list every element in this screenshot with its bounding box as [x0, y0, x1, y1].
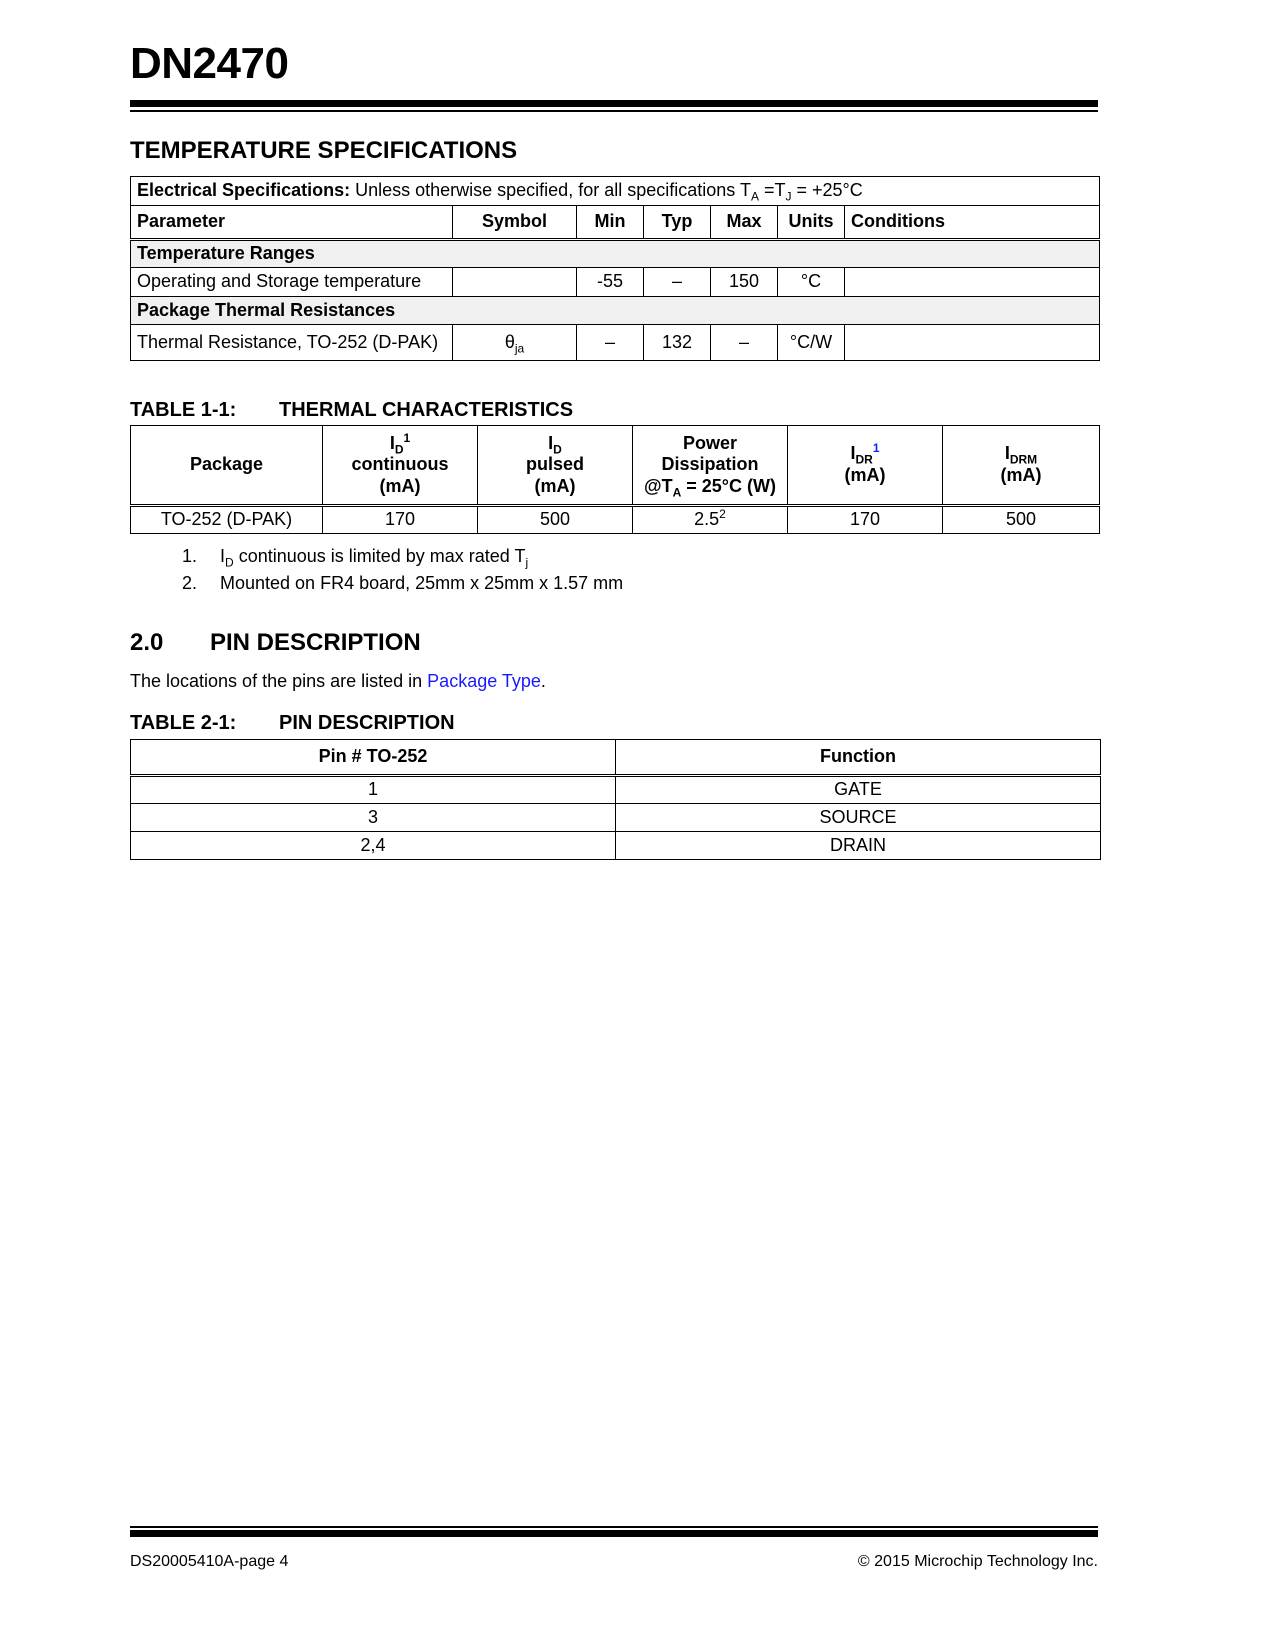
h-id-pulsed-l3: (mA) [534, 475, 576, 496]
thermal-id-cont: 170 [323, 506, 478, 534]
pin-section-title [130, 631, 421, 655]
thermal-footnotes [182, 543, 623, 597]
thermal-power-sup: 2 [719, 507, 726, 522]
pin-number: 1 [131, 776, 616, 804]
header-rule-thick [130, 100, 1098, 107]
thermal-power [633, 506, 788, 534]
header-function: Function [616, 740, 1101, 776]
h-idr-i: I [850, 443, 856, 464]
pin-caption-title: PIN DESCRIPTION [279, 712, 455, 734]
footnote-2-text: Mounted on FR4 board, 25mm x 25mm x 1.57 mm [220, 573, 624, 593]
header-idrm [943, 426, 1100, 506]
pin-number: 3 [131, 804, 616, 832]
elec-spec-row [131, 177, 1100, 206]
row1-conditions [845, 268, 1100, 297]
thermal-power-value: 2.5 [694, 509, 720, 530]
group-package-thermal-resistances: Package Thermal Resistances [131, 297, 1100, 325]
row1-max: 150 [711, 268, 778, 297]
thermal-caption-title: THERMAL CHARACTERISTICS [279, 399, 574, 421]
elec-spec-sub-j: J [785, 189, 792, 204]
group-row-package-thermal [131, 297, 1100, 325]
header-units: Units [778, 206, 845, 240]
table-row [131, 804, 1101, 832]
footnote-1 [182, 543, 623, 570]
header-idr [788, 426, 943, 506]
header-id-continuous [323, 426, 478, 506]
h-idrm-sub: DRM [1009, 453, 1038, 467]
row2-min: – [577, 325, 644, 361]
row2-max: – [711, 325, 778, 361]
h-id-cont-i: I [389, 432, 395, 453]
h-id-cont-sub: D [394, 442, 404, 457]
thermal-characteristics-table [130, 425, 1100, 534]
thermal-caption-number: TABLE 1-1: [130, 399, 237, 421]
header-max: Max [711, 206, 778, 240]
h-power-l2: Dissipation [661, 454, 759, 475]
footer-rule-thick [130, 1530, 1098, 1537]
h-power-l1: Power [682, 432, 738, 453]
row2-symbol-main: θ [504, 331, 515, 352]
h-idrm-i: I [1004, 443, 1010, 464]
row1-typ: – [644, 268, 711, 297]
temp-header-row [131, 206, 1100, 240]
h-power-l3-sub: A [672, 485, 682, 500]
pin-number: 2,4 [131, 832, 616, 860]
header-power-dissipation [633, 426, 788, 506]
pin-caption-number: TABLE 2-1: [130, 712, 237, 734]
h-id-pulsed-l2: pulsed [525, 454, 584, 475]
row2-typ: 132 [644, 325, 711, 361]
header-typ: Typ [644, 206, 711, 240]
pin-function: GATE [616, 776, 1101, 804]
table-row [131, 506, 1100, 534]
pin-description-table [130, 739, 1101, 860]
row2-conditions [845, 325, 1100, 361]
pin-section-number: 2.0 [130, 629, 164, 656]
thermal-caption [130, 400, 573, 420]
package-type-link[interactable]: Package Type [427, 671, 541, 691]
header-rule-thin [130, 110, 1098, 112]
header-parameter: Parameter [131, 206, 453, 240]
footnote-1-number: 1. [182, 546, 198, 566]
temp-specs-title: TEMPERATURE SPECIFICATIONS [130, 137, 518, 164]
table-row [131, 832, 1101, 860]
h-idr-l2: (mA) [844, 465, 886, 485]
footnote-1-sub: D [225, 555, 234, 570]
pin-function: DRAIN [616, 832, 1101, 860]
header-id-pulsed [478, 426, 633, 506]
thermal-idrm: 500 [943, 506, 1100, 534]
footnote-1-pre: I [220, 546, 226, 566]
h-idr-sup: 1 [872, 441, 880, 456]
thermal-package: TO-252 (D-PAK) [131, 506, 323, 534]
footnote-2-number: 2. [182, 573, 198, 593]
group-row-temperature-ranges [131, 240, 1100, 268]
header-min: Min [577, 206, 644, 240]
pin-section-heading: PIN DESCRIPTION [210, 629, 421, 656]
elec-spec-cell [131, 177, 1100, 206]
footer-rule-thin [130, 1526, 1098, 1528]
elec-spec-text-post: = +25°C [791, 180, 863, 201]
row1-min: -55 [577, 268, 644, 297]
header-conditions: Conditions [845, 206, 1100, 240]
thermal-header-row [131, 426, 1100, 506]
elec-spec-text-mid: =T [758, 180, 786, 201]
table-row [131, 325, 1100, 361]
header-pin: Pin # TO-252 [131, 740, 616, 776]
h-id-cont-l3: (mA) [379, 475, 421, 496]
table-row [131, 776, 1101, 804]
pin-body-pre: The locations of the pins are listed in [130, 671, 428, 691]
h-id-pulsed-sub: D [553, 442, 562, 457]
row2-symbol-sub: ja [514, 341, 525, 356]
footnote-1-mid: continuous is limited by max rated T [233, 546, 526, 566]
pin-caption [130, 713, 455, 733]
h-idrm-l2: (mA) [1000, 465, 1042, 485]
page-title: DN2470 [130, 39, 289, 88]
thermal-id-pulsed: 500 [478, 506, 633, 534]
row1-parameter: Operating and Storage temperature [131, 268, 453, 297]
h-power-l3-post: = 25°C (W) [681, 475, 776, 496]
pin-body-text [130, 671, 546, 692]
header-symbol: Symbol [453, 206, 577, 240]
row1-units: °C [778, 268, 845, 297]
elec-spec-sub-a: A [750, 189, 759, 204]
row2-parameter: Thermal Resistance, TO-252 (D-PAK) [131, 325, 453, 361]
row2-symbol [453, 325, 577, 361]
h-id-cont-l2: continuous [351, 454, 449, 475]
pin-body-post: . [540, 671, 546, 691]
h-idr-sub: DR [855, 453, 873, 467]
footnote-2 [182, 570, 623, 597]
elec-spec-label: Electrical Specifications: [137, 180, 351, 201]
pin-function: SOURCE [616, 804, 1101, 832]
row2-units: °C/W [778, 325, 845, 361]
h-id-pulsed-i: I [548, 432, 554, 453]
h-id-cont-sup: 1 [403, 430, 411, 445]
table-row [131, 268, 1100, 297]
group-temperature-ranges: Temperature Ranges [131, 240, 1100, 268]
footnote-1-sub2: j [525, 555, 529, 570]
footer-document-id: DS20005410A-page 4 [130, 1553, 289, 1570]
row1-symbol [453, 268, 577, 297]
footer-copyright: © 2015 Microchip Technology Inc. [857, 1553, 1098, 1570]
temperature-specifications-table [130, 176, 1100, 361]
header-package: Package [131, 426, 323, 506]
footnote-1-text [220, 543, 528, 570]
elec-spec-text-pre: Unless otherwise specified, for all specifications T [350, 180, 751, 201]
thermal-idr: 170 [788, 506, 943, 534]
h-power-l3-pre: @T [644, 475, 673, 496]
pin-header-row [131, 740, 1101, 776]
